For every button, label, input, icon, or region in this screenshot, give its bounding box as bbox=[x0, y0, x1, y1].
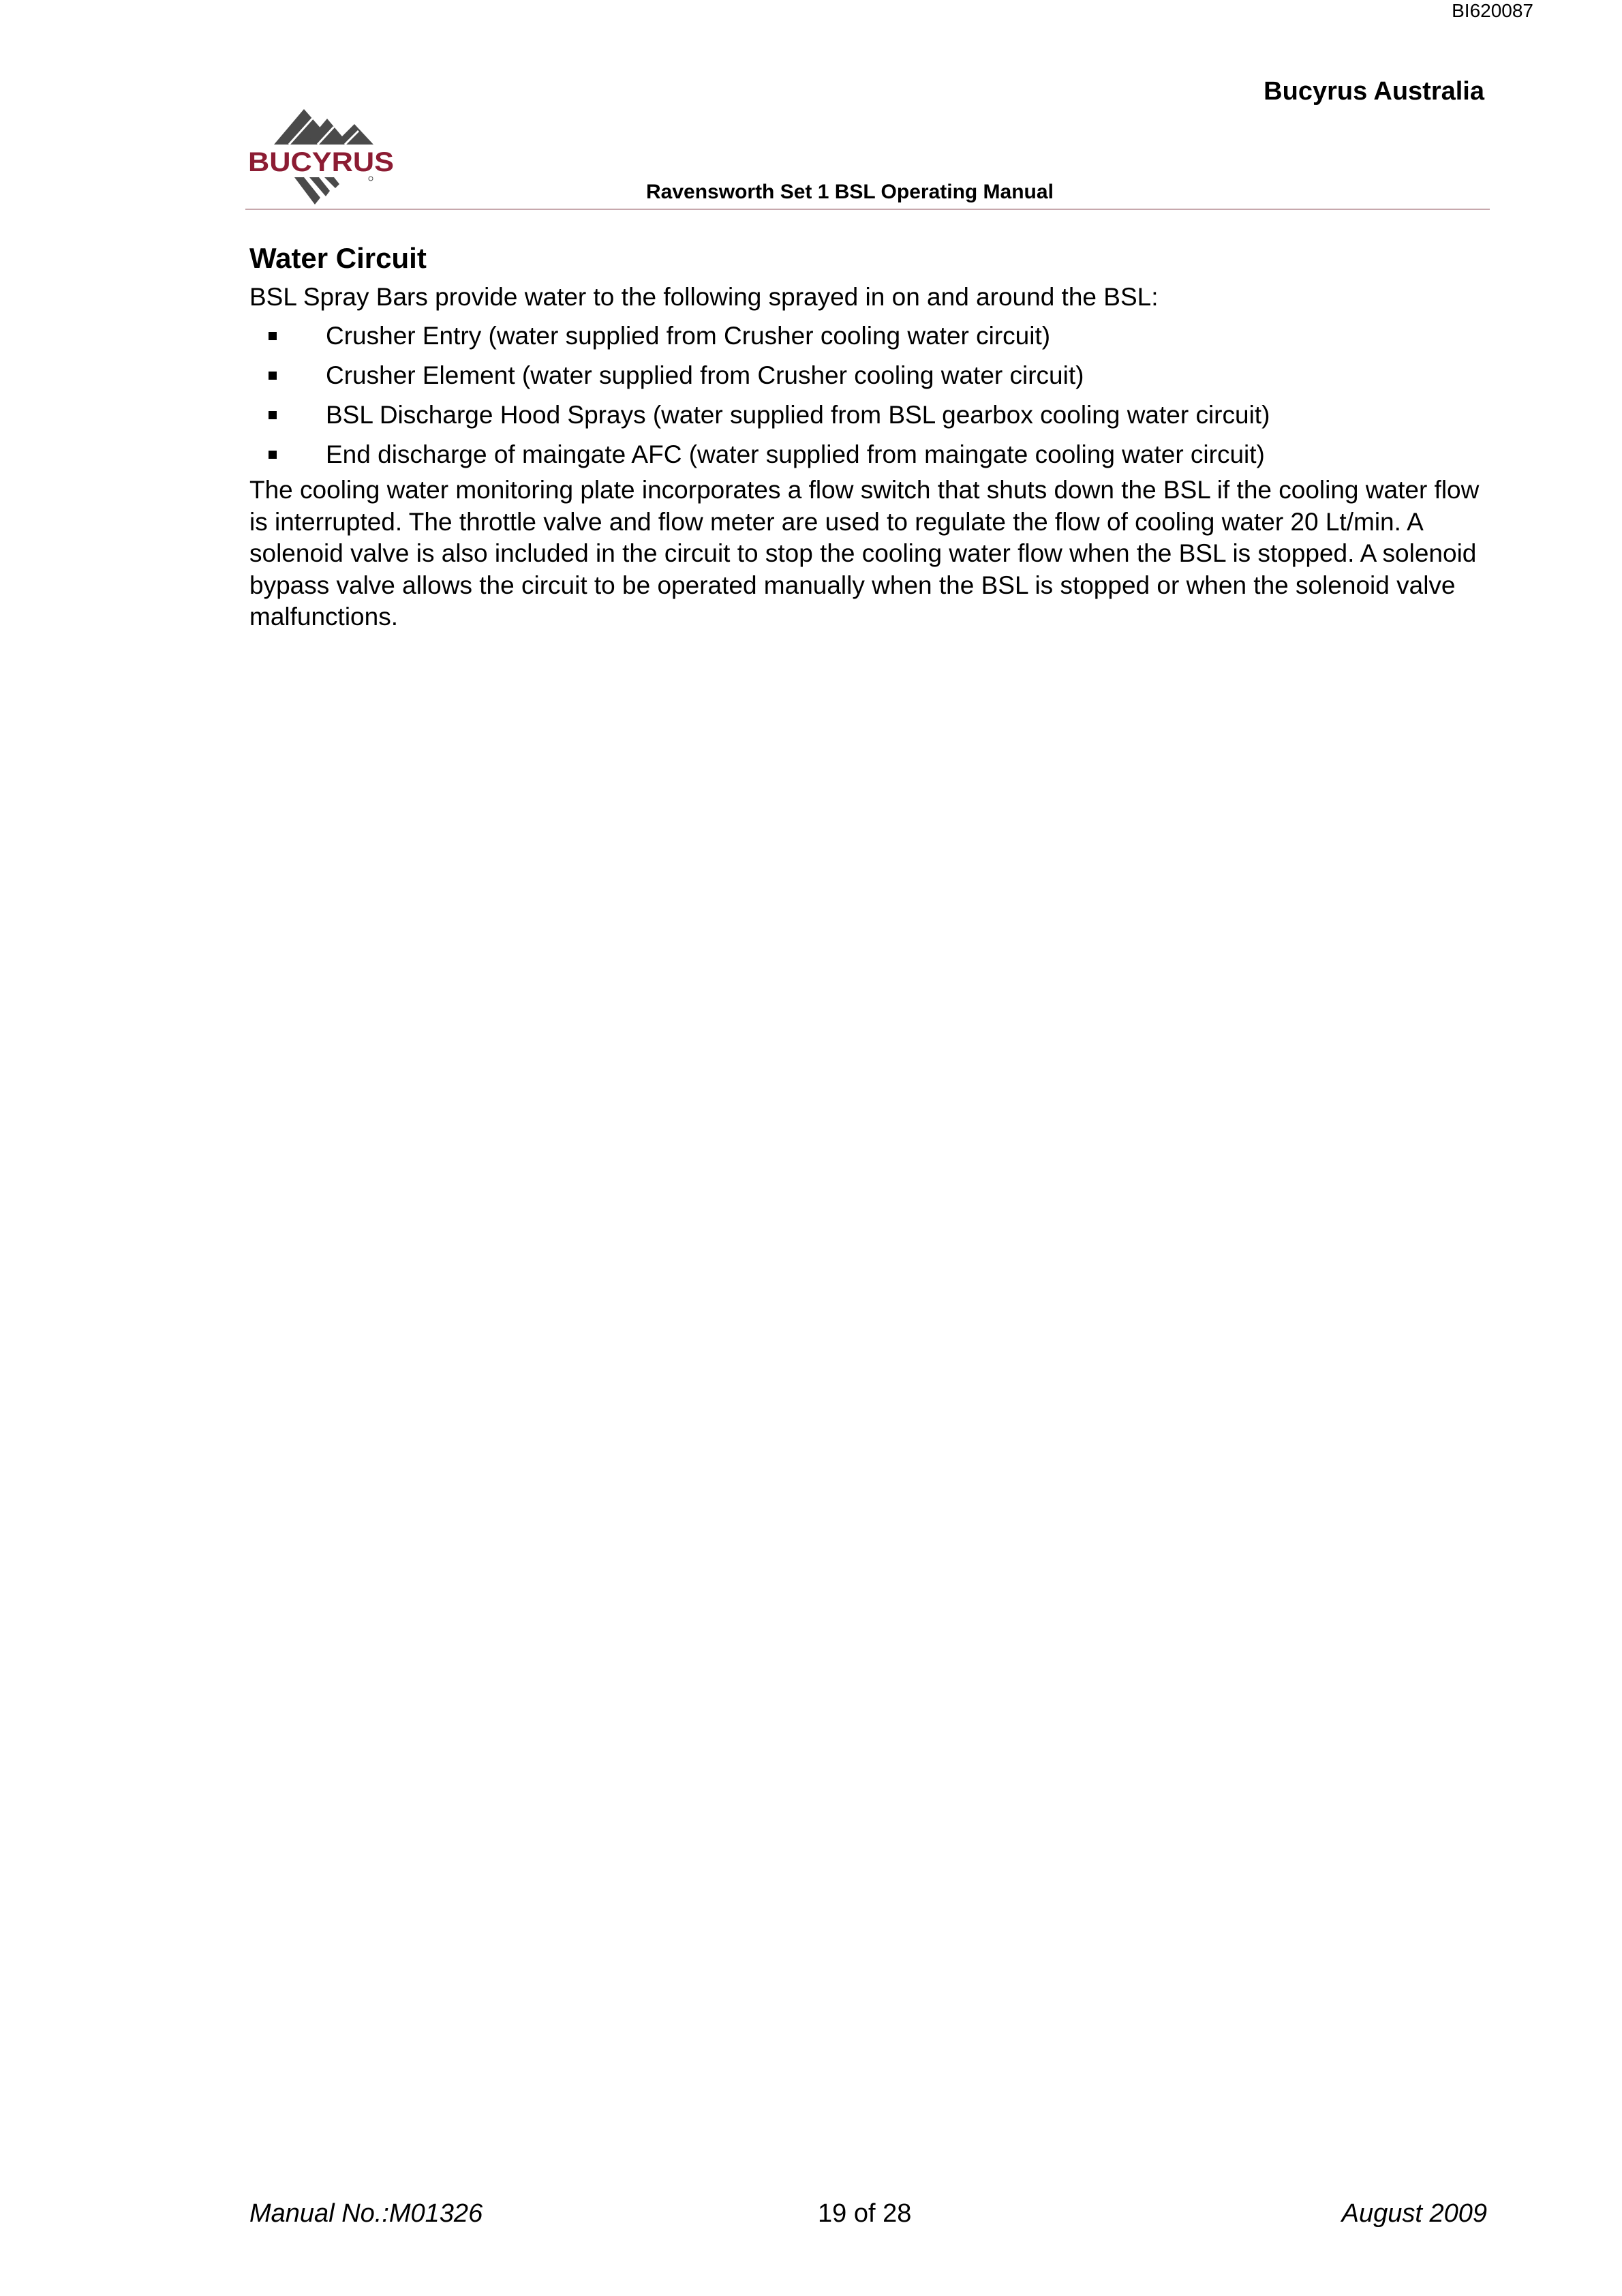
list-item-text: BSL Discharge Hood Sprays (water supplied from BSL gearbox cooling water circuit) bbox=[326, 401, 1270, 429]
publication-date: August 2009 bbox=[1341, 2199, 1487, 2228]
header-divider bbox=[245, 209, 1490, 210]
bullet-icon bbox=[269, 332, 277, 340]
bullet-icon bbox=[269, 451, 277, 459]
page-number: 19 of 28 bbox=[818, 2199, 912, 2228]
list-item bbox=[249, 356, 1493, 395]
list-item bbox=[249, 395, 1493, 435]
bullet-icon bbox=[269, 411, 277, 419]
bullet-list bbox=[249, 316, 1493, 474]
intro-paragraph: BSL Spray Bars provide water to the following sprayed in on and around the BSL: bbox=[249, 283, 1159, 311]
bucyrus-logo bbox=[247, 104, 398, 207]
bullet-icon bbox=[269, 372, 277, 380]
list-item bbox=[249, 316, 1493, 356]
document-id: BI620087 bbox=[1452, 0, 1533, 21]
main-content bbox=[249, 239, 1493, 633]
list-item-text: End discharge of maingate AFC (water supplied from maingate cooling water circuit) bbox=[326, 440, 1265, 468]
section-title: Water Circuit bbox=[249, 242, 427, 274]
company-name: Bucyrus Australia bbox=[1264, 77, 1484, 106]
manual-title: Ravensworth Set 1 BSL Operating Manual bbox=[646, 181, 1054, 203]
list-item-text: Crusher Element (water supplied from Crusher cooling water circuit) bbox=[326, 361, 1084, 389]
manual-number: Manual No.:M01326 bbox=[249, 2199, 483, 2228]
list-item bbox=[249, 435, 1493, 474]
body-paragraph: The cooling water monitoring plate incorporates a flow switch that shuts down the BSL if the cooling water flow is interrupted. The throttle valve and flow meter are used to regulate the flow of cooling water 20 Lt/min. A solenoid valve is also included in the circuit to stop the cooling water flow when the BSL is stopped. A solenoid bypass valve allows the circuit to be operated manually when the BSL is stopped or when the solenoid valve malfunctions. bbox=[249, 476, 1480, 631]
page-footer bbox=[249, 2196, 1490, 2231]
list-item-text: Crusher Entry (water supplied from Crusher cooling water circuit) bbox=[326, 322, 1051, 350]
logo-wordmark: BUCYRUS bbox=[248, 147, 394, 177]
